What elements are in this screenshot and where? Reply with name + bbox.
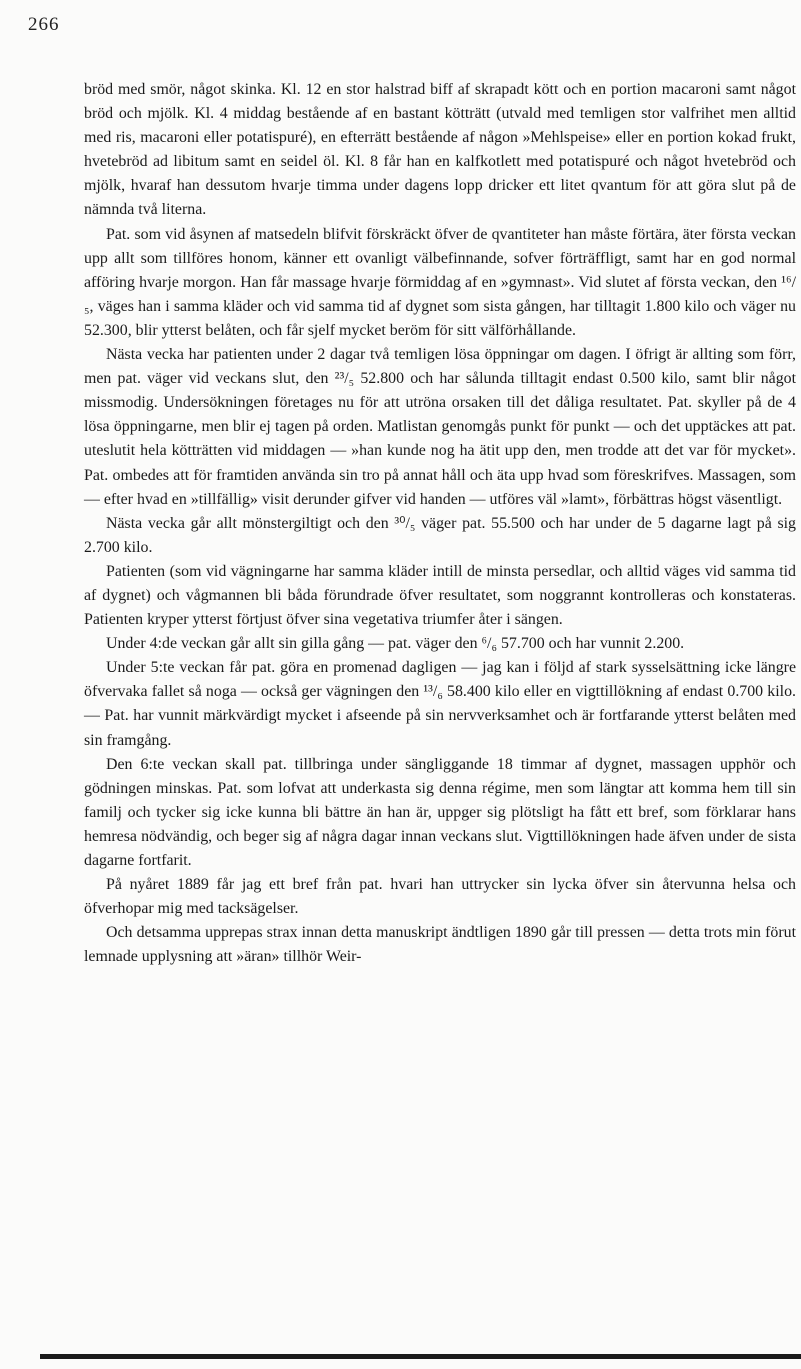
- paragraph-6: Under 4:de veckan går allt sin gilla gång — pat. väger den ⁶/₆ 57.700 och har vunnit 2.200.: [106, 635, 685, 653]
- paragraph-7: Under 5:te veckan får pat. göra en promenad dagligen — jag kan i följd af stark sysselsättning icke längre öfvervaka fallet så noga — också ger vägningen den ¹³/₆ 58.400 kilo eller en vigttillökning af endast 0.700 kilo. — Pat. har vunnit märkvärdigt mycket i afseende på sin nervverksamhet och är fortfarande ytterst belåten med sin framgång.: [84, 659, 796, 749]
- paragraph-1: bröd med smör, något skinka. Kl. 12 en stor halstrad biff af skrapadt kött och en portion macaroni samt något bröd och mjölk. Kl. 4 middag bestående af en bastant kötträtt (utvald med temligen stor valfrihet men alltid med ris, macaroni eller potatispuré), en efterrätt bestående af någon »Mehlspeise» eller en portion kokad frukt, hvetebröd ad libitum samt en seidel öl. Kl. 8 får han en kalfkotlett med potatispuré och något hvetebröd och mjölk, hvaraf han dessutom hvarje timma under dagens lopp dricker ett litet qvantum för att göra slut på de nämnda två literna.: [84, 81, 796, 219]
- paragraph-5: Patienten (som vid vägningarne har samma kläder intill de minsta persedlar, och alltid väges vid samma tid af dygnet) och vågmannen bli båda förundrade öfver resultatet, som noggrannt kontrolleras och konstateras. Patienten kryper ytterst förtjust öfver sina vegetativa triumfer åter i sängen.: [84, 562, 796, 629]
- paragraph-3: Nästa vecka har patienten under 2 dagar två temligen lösa öppningar om dagen. I öfrigt är allting som förr, men pat. väger vid veckans slut, den ²³/₅ 52.800 och har sålunda tilltagit endast 0.500 kilo, samt blir något missmodig. Undersökningen företages nu för att utröna orsaken till det dåliga resultatet. Pat. skyller på de 4 lösa öppningarne, men blir ej tagen på orden. Matlistan genomgås punkt för punkt — och det upptäckes att pat. uteslutit hela kötträtten vid middagen — »han kunde nog ha ätit upp den, men trodde att det var för mycket». Pat. ombedes att för framtiden använda sin tro på annat håll och äta upp hvad som föreskrifves. Massagen, som — efter hvad en »tillfällig» visit derunder gifver vid handen — utföres väl »lamt», förbättras högst väsentligt.: [84, 346, 796, 508]
- page-number: 266: [28, 14, 60, 35]
- paragraph-10: Och detsamma upprepas strax innan detta manuskript ändtligen 1890 går till pressen — detta trots min förut lemnade upplysning att »äran» tillhör Weir-: [84, 924, 796, 966]
- paragraph-8: Den 6:te veckan skall pat. tillbringa under sängliggande 18 timmar af dygnet, massagen upphör och gödningen minskas. Pat. som lofvat att underkasta sig denna régime, men som längtar att komma hem till sin familj och tycker sig icke kunna bli bättre än han är, uppger sig plötsligt ha fått ett bref, som förklarar hans hemresa nödvändig, och beger sig af några dagar innan veckans slut. Vigttillökningen hade äfven under de sista dagarne fortfarit.: [84, 755, 796, 869]
- paragraph-9: På nyåret 1889 får jag ett bref från pat. hvari han uttrycker sin lycka öfver sin återvunna helsa och öfverhopar mig med tacksägelser.: [84, 876, 796, 918]
- paragraph-4: Nästa vecka går allt mönstergiltigt och den ³⁰/₅ väger pat. 55.500 och har under de 5 dagarne lagt på sig 2.700 kilo.: [84, 514, 796, 556]
- bottom-rule: [40, 1354, 801, 1359]
- paragraph-2: Pat. som vid åsynen af matsedeln blifvit förskräckt öfver de qvantiteter han måste förtära, äter första veckan upp allt som tillföres honom, känner ett ovanligt välbefinnande, sofver förträffligt, samt har en god normal afföring hvarje morgon. Han får massage hvarje förmiddag af en »gymnast». Vid slutet af första veckan, den ¹⁶/₅, väges han i samma kläder och vid samma tid af dygnet som sista gången, har tilltagit 1.800 kilo och väger nu 52.300, blir ytterst belåten, och får sjelf mycket beröm för sitt välförhållande.: [84, 225, 796, 339]
- body-text: [84, 78, 796, 969]
